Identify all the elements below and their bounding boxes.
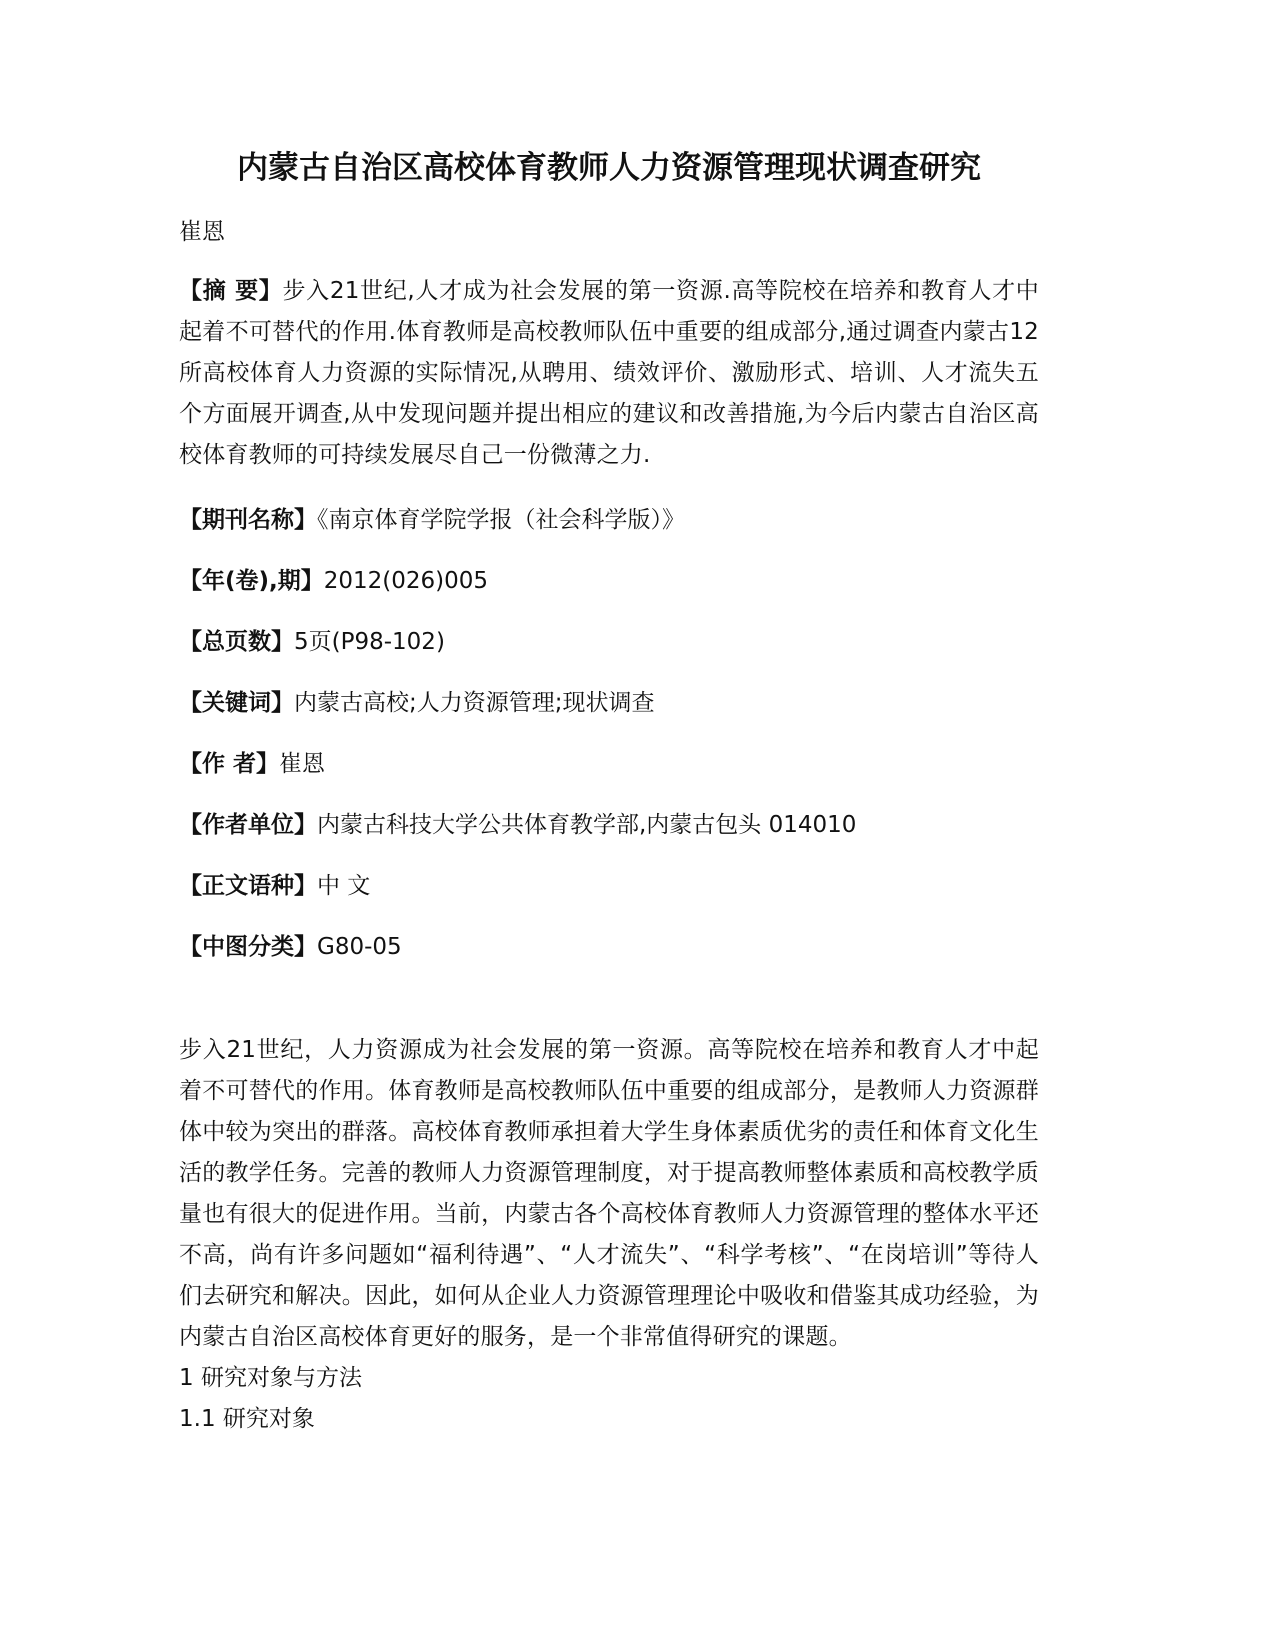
meta-label: 【作者单位】 [179,812,317,838]
meta-classification [179,930,1039,964]
meta-value: 《南京体育学院学报（社会科学版）》 [317,507,685,533]
meta-keywords [179,686,1039,720]
meta-value: 内蒙古高校;人力资源管理;现状调查 [294,690,655,716]
author-name: 崔恩 [179,219,225,245]
meta-value: 中 文 [317,873,371,899]
meta-value: 5页(P98-102) [294,629,445,655]
subsection-heading: 1.1 研究对象 [179,1406,315,1432]
abstract-label: 【摘 要】 [179,278,283,304]
abstract-text: 步入21世纪,人才成为社会发展的第一资源.高等院校在培养和教育人才中起着不可替代的作用.体育教师是高校教师队伍中重要的组成部分,通过调查内蒙古12所高校体育人力资源的实际情况,从聘用、绩效评价、激励形式、培训、人才流失五个方面展开调查,从中发现问题并提出相应的建议和改善措施,为今后内蒙古自治区高校体育教师的可持续发展尽自己一份微薄之力. [179,278,1039,468]
meta-language [179,869,1039,903]
meta-label: 【作 者】 [179,751,280,777]
meta-value: 崔恩 [279,751,326,777]
meta-label: 【期刊名称】 [179,507,317,533]
meta-value: G80-05 [317,934,402,960]
meta-value: 内蒙古科技大学公共体育教学部,内蒙古包头 014010 [317,812,857,838]
meta-year-volume-issue [179,564,1039,598]
meta-label: 【总页数】 [179,629,294,655]
meta-label: 【年(卷),期】 [179,568,324,594]
meta-label: 【正文语种】 [179,873,317,899]
meta-author [179,747,1039,781]
body-paragraph: 步入21世纪，人力资源成为社会发展的第一资源。高等院校在培养和教育人才中起着不可替代的作用。体育教师是高校教师队伍中重要的组成部分，是教师人力资源群体中较为突出的群落。高校体育教师承担着大学生身体素质优劣的责任和体育文化生活的教学任务。完善的教师人力资源管理制度，对于提高教师整体素质和高校教学质量也有很大的促进作用。当前，内蒙古各个高校体育教师人力资源管理的整体水平还不高，尚有许多问题如“福利待遇”、“人才流失”、“科学考核”、“在岗培训”等待人们去研究和解决。因此，如何从企业人力资源管理理论中吸收和借鉴其成功经验，为内蒙古自治区高校体育更好的服务，是一个非常值得研究的课题。 [179,1037,1039,1350]
meta-value: 2012(026)005 [323,568,489,594]
meta-label: 【关键词】 [179,690,294,716]
document-page [179,140,1039,1440]
meta-label: 【中图分类】 [179,934,317,960]
meta-affiliation [179,808,1039,842]
document-title: 内蒙古自治区高校体育教师人力资源管理现状调查研究 [237,150,981,186]
section-heading: 1 研究对象与方法 [179,1365,362,1391]
meta-journal [179,503,1039,537]
meta-page-count [179,625,1039,659]
abstract [179,271,1039,476]
